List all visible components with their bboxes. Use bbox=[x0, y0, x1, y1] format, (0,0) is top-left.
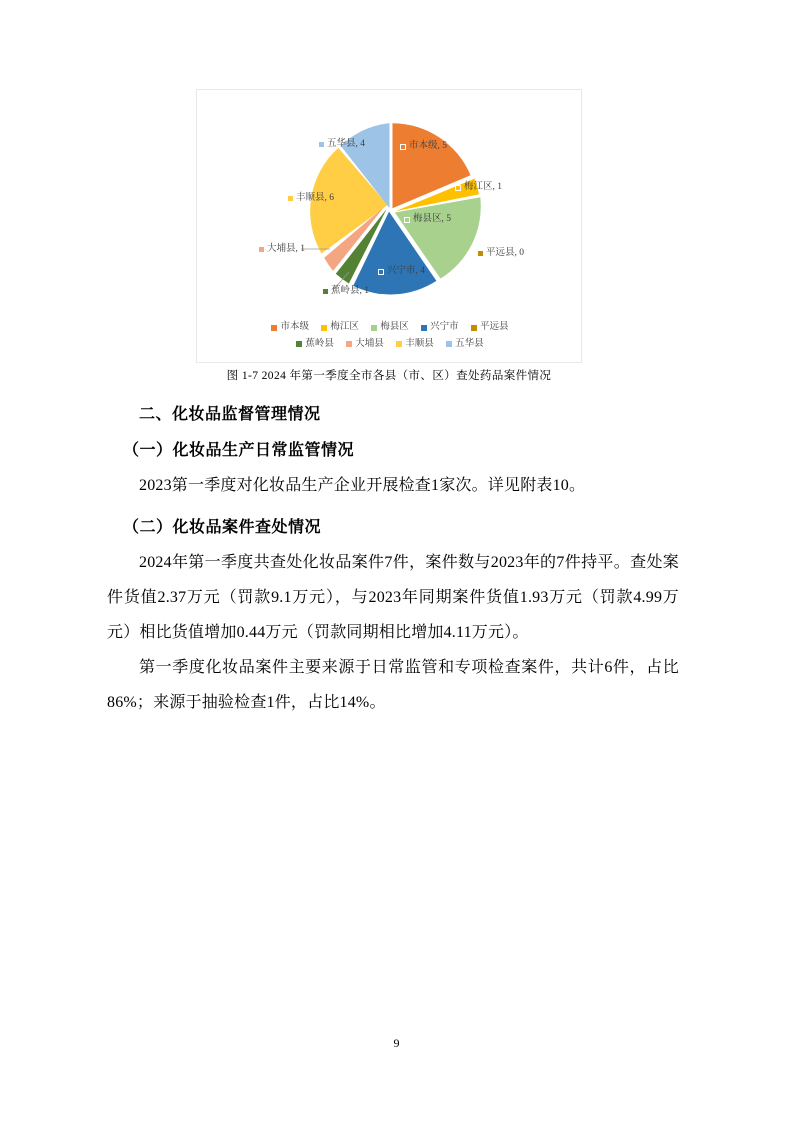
pie-chart-area bbox=[197, 90, 583, 322]
document-body bbox=[107, 396, 679, 720]
data-label-xingningshi bbox=[378, 266, 425, 277]
legend-item-pingyuanxian[interactable] bbox=[471, 320, 509, 335]
heading-section-2: 二、化妆品监督管理情况 bbox=[139, 404, 321, 423]
data-label-wuhuaxian bbox=[319, 139, 365, 150]
data-label-jiaolingxian bbox=[323, 286, 369, 297]
data-label-marker-xingningshi bbox=[378, 269, 384, 275]
legend-label-pingyuanxian: 平远县 bbox=[480, 322, 509, 332]
legend-label-dapuxian: 大埔县 bbox=[355, 338, 384, 349]
legend-swatch-fengshunxian bbox=[396, 341, 402, 347]
legend-item-meijiangqu[interactable] bbox=[321, 320, 359, 335]
legend-item-meixianqu[interactable] bbox=[371, 320, 409, 335]
paragraph-1: 2023第一季度对化妆品生产企业开展检查1家次。详见附表10。 bbox=[139, 477, 586, 494]
chart-legend-row-1 bbox=[197, 320, 583, 337]
data-label-marker-pingyuanxian bbox=[478, 251, 483, 256]
legend-label-meijiangqu: 梅江区 bbox=[330, 322, 359, 332]
data-label-fengshunxian bbox=[288, 193, 334, 204]
figure-block bbox=[196, 89, 582, 382]
legend-label-shibenji: 市本级 bbox=[280, 322, 309, 332]
legend-item-wuhuaxian[interactable] bbox=[446, 337, 484, 352]
data-label-dapuxian bbox=[259, 244, 305, 255]
legend-swatch-xingningshi bbox=[421, 325, 427, 331]
data-label-marker-meijiangqu bbox=[455, 185, 461, 191]
legend-swatch-wuhuaxian bbox=[446, 341, 452, 347]
data-label-pingyuanxian bbox=[478, 248, 524, 259]
legend-label-jiaolingxian: 蕉岭县 bbox=[305, 338, 334, 349]
data-label-text-meixianqu: 梅县区, 5 bbox=[413, 214, 452, 224]
legend-label-xingningshi: 兴宁市 bbox=[430, 322, 459, 332]
data-label-text-xingningshi: 兴宁市, 4 bbox=[387, 266, 426, 276]
paragraph-2: 2024年第一季度共查处化妆品案件7件，案件数与2023年的7件持平。查处案件货值2.37万元（罚款9.1万元），与2023年同期案件货值1.93万元（罚款4.99万元）相比货值增加0.44万元（罚款同期相比增加4.11万元）。 bbox=[107, 554, 679, 641]
data-label-text-pingyuanxian: 平远县, 0 bbox=[486, 248, 525, 258]
chart-legend-row-2 bbox=[197, 337, 583, 354]
data-label-text-wuhuaxian: 五华县, 4 bbox=[327, 139, 366, 149]
data-label-marker-meixianqu bbox=[404, 217, 410, 223]
legend-item-dapuxian[interactable] bbox=[346, 337, 384, 352]
legend-swatch-meixianqu bbox=[371, 325, 377, 331]
data-label-marker-fengshunxian bbox=[288, 196, 293, 201]
legend-label-meixianqu: 梅县区 bbox=[380, 322, 409, 332]
data-label-shibenji bbox=[400, 141, 447, 152]
data-label-marker-dapuxian bbox=[259, 247, 264, 252]
legend-swatch-shibenji bbox=[271, 325, 277, 331]
data-label-marker-wuhuaxian bbox=[319, 142, 324, 147]
data-label-text-shibenji: 市本级, 5 bbox=[409, 141, 448, 151]
data-label-text-meijiangqu: 梅江区, 1 bbox=[464, 182, 503, 192]
heading-subsection-2: （二）化妆品案件查处情况 bbox=[123, 517, 322, 536]
chart-legend bbox=[197, 320, 583, 353]
paragraph-3: 第一季度化妆品案件主要来源于日常监管和专项检查案件，共计6件，占比86%；来源于抽验检查1件，占比14%。 bbox=[107, 659, 679, 711]
legend-item-xingningshi[interactable] bbox=[421, 320, 459, 335]
heading-subsection-1: （一）化妆品生产日常监管情况 bbox=[123, 440, 355, 459]
data-label-text-dapuxian: 大埔县, 1 bbox=[267, 244, 306, 254]
pie-chart-svg bbox=[197, 90, 583, 322]
legend-label-wuhuaxian: 五华县 bbox=[455, 338, 484, 349]
data-label-text-fengshunxian: 丰顺县, 6 bbox=[296, 193, 335, 203]
data-label-marker-shibenji bbox=[400, 144, 406, 150]
legend-item-fengshunxian[interactable] bbox=[396, 337, 434, 352]
legend-swatch-dapuxian bbox=[346, 341, 352, 347]
legend-swatch-jiaolingxian bbox=[296, 341, 302, 347]
data-label-meijiangqu bbox=[455, 182, 502, 193]
page-number: 9 bbox=[393, 1036, 400, 1050]
legend-item-jiaolingxian[interactable] bbox=[296, 337, 334, 352]
data-label-text-jiaolingxian: 蕉岭县, 1 bbox=[331, 286, 370, 296]
data-label-marker-jiaolingxian bbox=[323, 289, 328, 294]
legend-swatch-meijiangqu bbox=[321, 325, 327, 331]
data-label-meixianqu bbox=[404, 214, 451, 225]
legend-label-fengshunxian: 丰顺县 bbox=[405, 338, 434, 349]
figure-caption: 图 1-7 2024 年第一季度全市各县（市、区）查处药品案件情况 bbox=[226, 370, 552, 382]
legend-swatch-pingyuanxian bbox=[471, 325, 477, 331]
pie-chart-container bbox=[196, 89, 582, 363]
legend-item-shibenji[interactable] bbox=[271, 320, 309, 335]
